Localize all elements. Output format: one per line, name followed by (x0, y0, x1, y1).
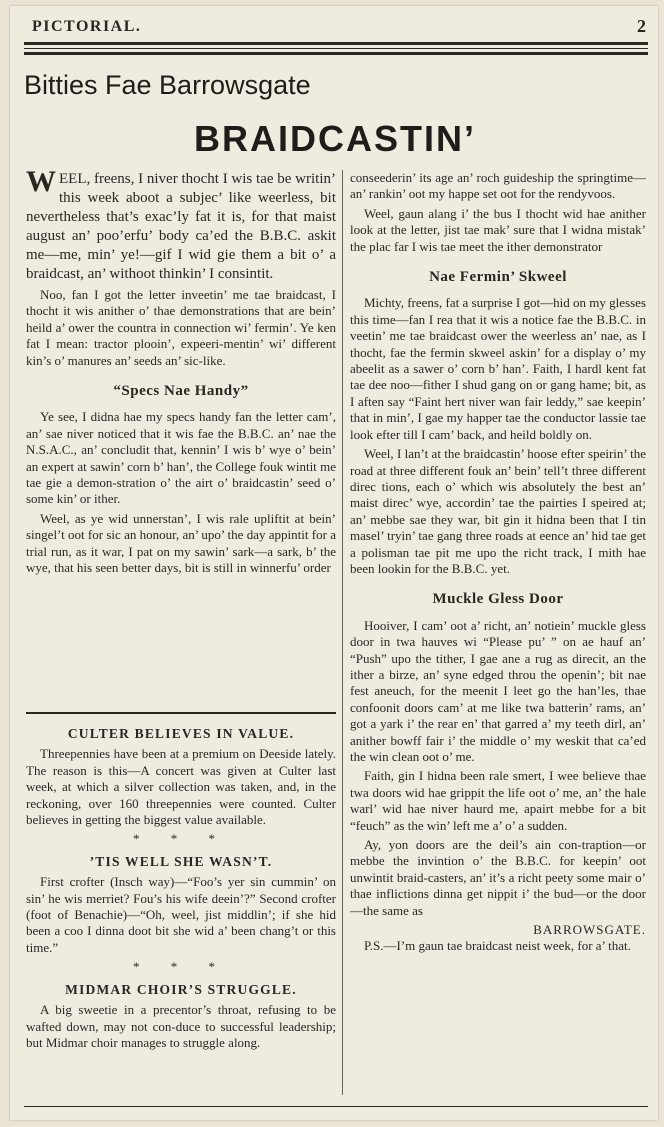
footer-rule (24, 1106, 648, 1107)
news-item-text-midmar: A big sweetie in a precentor’s throat, refusing to be wafted down, may not con-duce to successful leadership; but Midmar choir manages to struggle along. (26, 1002, 336, 1050)
section-label: PICTORIAL. (32, 18, 142, 35)
newspaper-page (10, 6, 658, 1120)
right-paragraph-3: Michty, freens, fat a surprise I got—hid on my glesses this time—fan I rea that it wis a notice fae the B.B.C. in veetin’ me tae braidcast ower the weerless an’ nae, as I thocht, fae the fermin skweel askin’ for a display o’ my abeelit as a sawer o’ corn b’ han’. Faith, I hardl kent fat tae dee noo—fither I shud gang on or gang hame; bit, as I aften say “Faint hert niver wan fair leddy,” sae keepin’ that in min’, I gae my happer tae the conductor lassie tae look efter till I cam’ back, and heild boldly on. (350, 295, 646, 442)
right-paragraph-6: Faith, gin I hidna been rale smert, I wee believe thae twa doors wid hae grippit the life oot o’ me, an’ the hale warl’ wid hae niver haurd me, apairt mebbe for a bit “feuch” as the win’ left me a’ o’ a sudden. (350, 768, 646, 833)
right-paragraph-4: Weel, I lan’t at the braidcastin’ hoose efter speirin’ the road at three different fouk an’ bein’ tell’t three different direc tions, each o’ which wis absolutely the best an’ maist direc’ wye, accordin’ tae the pairties I speired at; an’ mebbe sae they war, bit gin it hidna been that I tin masel’ tryin’ tae gang three roads at eence an’ hid tae get a polisman tae pit me upo the richt track, I mith hae been lookin for the B.B.C. yet. (350, 446, 646, 576)
news-item-title-tis-well: ’TIS WELL SHE WASN’T. (89, 853, 273, 869)
headline-title: BRAIDCASTIN’ (194, 118, 476, 159)
header-rule-bottom (24, 52, 648, 55)
drop-cap: W (26, 165, 56, 198)
separator-stars-1: * * * (133, 831, 229, 847)
subhead-specs-nae-handy: “Specs Nae Handy” (113, 383, 249, 400)
page-number: 2 (637, 16, 646, 36)
left-paragraph-1: Noo, fan I got the letter inveetin’ me tae braidcast, I thocht it wis anither o’ thae demonstrations that are bein’ heild a’ ower the countra in connection wi’ fermin’. Ye ken fat I mean: tractor plooin’, expeeri-mentin’ wi’ different kin’s o’ manures an’ seeds an’ sic-like. (26, 287, 336, 368)
right-paragraph-7: Ay, yon doors are the deil’s ain con-traption—or mebbe the invintion o’ the B.B.C. for keepin’ oot unwintit braid-casters, an’ it’s a richt peety some mair o’ thae inflictions dinna get nippit i’ the bud—or the door—the same as (350, 837, 646, 918)
header-rule-top (24, 42, 648, 45)
right-article-column (350, 170, 646, 958)
right-paragraph-1: conseederin’ its age an’ roch guideship the springtime—an’ rankin’ oot my happe set oot for the rendyvoos. (350, 170, 646, 202)
news-item-title-midmar: MIDMAR CHOIR’S STRUGGLE. (65, 981, 297, 997)
column-divider (342, 170, 343, 1095)
right-paragraph-5: Hooiver, I cam’ oot a’ richt, an’ notiein’ muckle gless door in twa hauves wi “Please pu’ ” on ae hauf an’ “Push” upo the tither, I gae ane a rug as direcit, an the ither a birze, an’ syne edged throu the openin’; bit nae fest aneuch, for the meenit I leet go the han’les, thae confoonit doors cam’ at me like twa batterin’ rams, an’ got a yark i’ the rear en’ that garred a’ my teeth dirl, an’ anither bowff fair i’ the middle o’ my weskit that ca’ed the win clean oot o’ me. (350, 617, 646, 764)
news-item-title-culter: CULTER BELIEVES IN VALUE. (67, 726, 295, 741)
news-box (26, 712, 336, 1054)
lead-text: EEL, freens, I niver thocht I wis tae be writin’ this week aboot a subjec’ like weerless, bit nevertheless that’s exac’ly fat it is, for that maist august an’ poo’erfu’ body ca’ed the B.B.C. askit me—me, min’ ye!—gif I wid gie them a bit o’ a braidcast, an’ withoot thinkin’ I consintit. (26, 171, 336, 282)
header-rule-middle (24, 48, 648, 49)
news-box-rule (26, 712, 336, 714)
left-paragraph-3: Weel, as ye wid unnerstan’, I wis rale upliftit at bein’ singel’t oot for sic an honour, an’ upo’ the day appintit for a trial run, as it war, I pat on my sawin’ sark—a sark, b’ the wye, that his seen better days, bit is still in winnerfu’ order (26, 510, 336, 576)
right-paragraph-2: Weel, gaun alang i’ the bus I thocht wid hae anither look at the letter, jist tae mak’ sure that I widna mistak’ the plac far I wis tae meet the ither demonstrator (350, 205, 646, 254)
postscript: P.S.—I’m gaun tae braidcast neist week, for a’ that. (364, 938, 631, 954)
separator-stars-2: * * * (133, 959, 229, 975)
subhead-nae-fermin-skweel: Nae Fermin’ Skweel (429, 269, 567, 286)
page-header (24, 14, 648, 38)
left-article-column (26, 165, 336, 580)
news-item-text-culter: Threepennies have been at a premium on Deeside lately. The reason is this—A concert was given at Culter last week, at which a silver collection was taken, and, in the reckoning, over 160 threepennies were counted. Culter believes in getting the biggest value available. (26, 746, 336, 828)
headline-kicker: Bitties Fae Barrowsgate (24, 70, 311, 100)
signature: BARROWSGATE. (533, 922, 646, 938)
left-paragraph-2: Ye see, I didna hae my specs handy fan the letter cam’, an’ sae niver noticed that it wis fae the B.B.C. an’ nae the N.S.A.C., an’ concludit that, kennin’ I wis b’ wye o’ bein’ an expert at sawin’ corn b’ han’, the College fouk wintit me tae gie a demon-stration o’ the airt o’ braidcastin’ seed o’ some kin’ or ither. (26, 409, 336, 507)
lead-paragraph (26, 165, 336, 284)
subhead-muckle-gless-door: Muckle Gless Door (432, 591, 564, 608)
news-item-text-tis-well: First crofter (Insch way)—“Foo’s yer sin cummin’ on sin’ he wis merriet? Fou’s his wife deein’?” Second crofter (foot of Benachie)—“Oh, weel, jist middlin’; if she hid been a coo I dinna doot bit she wid a’ been chang’t or this time.” (26, 874, 336, 955)
